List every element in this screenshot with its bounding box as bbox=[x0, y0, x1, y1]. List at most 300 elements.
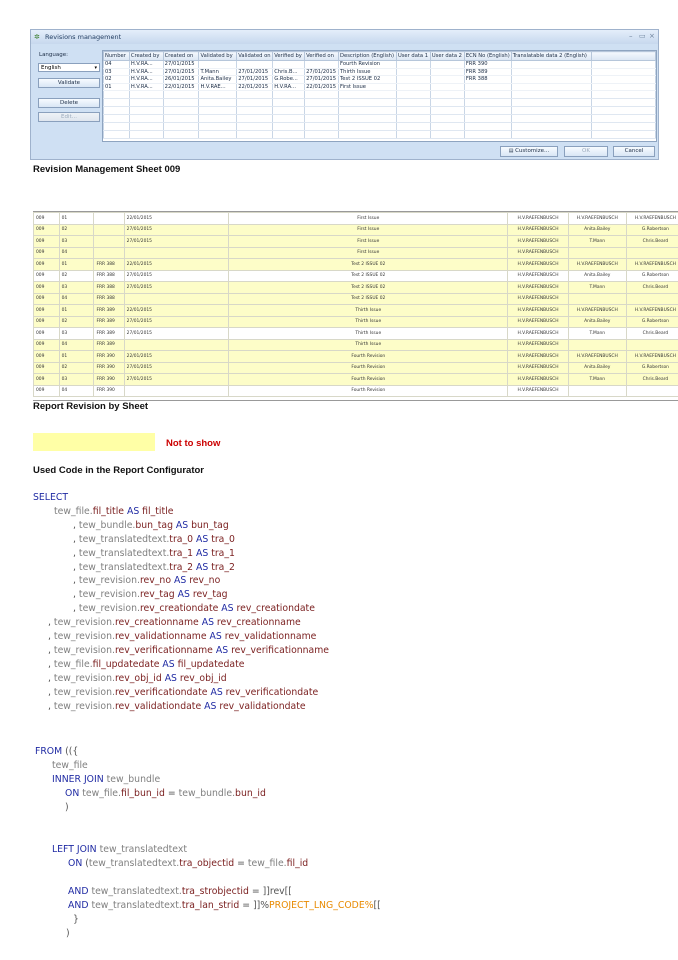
report-cell: FRR 388 bbox=[94, 293, 124, 305]
report-cell: 009 bbox=[34, 282, 60, 294]
grid-empty-cell bbox=[339, 115, 397, 123]
grid-empty-cell bbox=[273, 107, 305, 115]
report-row bbox=[34, 213, 678, 225]
grid-empty-cell bbox=[129, 99, 163, 107]
report-cell: 02 bbox=[59, 224, 94, 236]
grid-header-cell[interactable]: Verified on bbox=[305, 52, 339, 61]
grid-cell: 27/01/2015 bbox=[237, 68, 273, 76]
code-token: AS bbox=[159, 658, 178, 670]
report-cell: 02 bbox=[59, 316, 94, 328]
report-cell: FRR 389 bbox=[94, 305, 124, 317]
report-cell: H.V.RAEFENBUSCH bbox=[626, 213, 678, 225]
code-line bbox=[73, 520, 229, 532]
code-token: SELECT bbox=[33, 492, 68, 503]
code-token: tra_0 bbox=[211, 533, 235, 545]
code-token: rev_verificationdate bbox=[225, 686, 319, 698]
grid-empty-cell bbox=[430, 107, 464, 115]
grid-empty-cell bbox=[464, 123, 511, 131]
code-token: , bbox=[48, 658, 54, 670]
report-cell: H.V.RAEFENBUSCH bbox=[508, 247, 568, 259]
report-cell: 27/01/2015 bbox=[124, 316, 229, 328]
report-cell: H.V.RAEFENBUSCH bbox=[508, 362, 568, 374]
code-line bbox=[52, 844, 187, 856]
edit-button[interactable]: Edit... bbox=[38, 112, 100, 122]
report-cell: H.V.RAEFENBUSCH bbox=[508, 305, 568, 317]
report-cell: Thirth Issue bbox=[229, 339, 508, 351]
code-token: = ]]rev[[ bbox=[248, 886, 292, 897]
code-line bbox=[48, 687, 318, 699]
grid-cell: 27/01/2015 bbox=[305, 76, 339, 84]
app-icon: ✲ bbox=[34, 33, 40, 41]
grid-empty-row bbox=[104, 115, 656, 123]
grid-cell bbox=[396, 68, 430, 76]
grid-empty-cell bbox=[163, 131, 199, 139]
grid-header-cell[interactable]: Number bbox=[104, 52, 130, 61]
grid-empty-cell bbox=[199, 99, 237, 107]
grid-cell bbox=[511, 68, 591, 76]
report-cell bbox=[124, 385, 229, 397]
report-table-area bbox=[33, 211, 678, 401]
not-to-show-label: Not to show bbox=[166, 438, 221, 449]
report-cell: 009 bbox=[34, 385, 60, 397]
ok-button[interactable]: OK bbox=[564, 146, 608, 157]
grid-empty-cell bbox=[199, 123, 237, 131]
code-token: rev_no bbox=[139, 575, 172, 587]
grid-cell: T.Mann bbox=[199, 68, 237, 76]
code-token: ) bbox=[66, 928, 70, 939]
code-line bbox=[68, 858, 308, 870]
grid-header-cell[interactable]: Description (English) bbox=[339, 52, 397, 61]
report-cell bbox=[94, 236, 124, 248]
report-cell: H.V.RAEFENBUSCH bbox=[508, 316, 568, 328]
grid-empty-cell bbox=[129, 123, 163, 131]
report-cell: T.Mann bbox=[568, 236, 626, 248]
report-cell: 009 bbox=[34, 328, 60, 340]
code-token: rev_obj_id bbox=[179, 672, 227, 684]
grid-empty-cell bbox=[339, 91, 397, 99]
code-token: INNER JOIN bbox=[52, 774, 107, 785]
code-line bbox=[48, 673, 227, 685]
caption-report-revision: Report Revision by Sheet bbox=[33, 401, 149, 412]
grid-cell bbox=[430, 76, 464, 84]
report-cell: Fourth Revision bbox=[229, 374, 508, 386]
report-cell: Anita.Bailey bbox=[568, 362, 626, 374]
chevron-down-icon[interactable]: ▾ bbox=[94, 65, 97, 71]
grid-empty-cell bbox=[464, 91, 511, 99]
code-token: ON bbox=[68, 858, 86, 869]
grid-cell: 02 bbox=[104, 76, 130, 84]
grid-empty-cell bbox=[396, 131, 430, 139]
grid-empty-cell bbox=[511, 91, 591, 99]
grid-cell: Test 2 ISSUE 02 bbox=[339, 76, 397, 84]
report-cell: First Issue bbox=[229, 224, 508, 236]
delete-button[interactable]: Delete bbox=[38, 98, 100, 108]
caption-revision-sheet: Revision Management Sheet 009 bbox=[33, 164, 181, 175]
report-cell bbox=[124, 247, 229, 259]
code-token: tew_translatedtext. bbox=[78, 547, 170, 559]
report-cell bbox=[94, 213, 124, 225]
code-token: bun_tag bbox=[191, 519, 229, 531]
grid-cell: 22/01/2015 bbox=[163, 83, 199, 91]
report-cell: 22/01/2015 bbox=[124, 305, 229, 317]
grid-cell: H.V.RA... bbox=[129, 76, 163, 84]
report-cell: Test 2 ISSUE 02 bbox=[229, 270, 508, 282]
report-cell: H.V.RAEFENBUSCH bbox=[626, 351, 678, 363]
report-row bbox=[34, 270, 678, 282]
report-cell: H.V.RAEFENBUSCH bbox=[508, 259, 568, 271]
report-cell: H.V.RAEFENBUSCH bbox=[568, 259, 626, 271]
code-token: , bbox=[73, 547, 79, 559]
grid-empty-cell bbox=[430, 91, 464, 99]
grid-empty-cell bbox=[591, 99, 655, 107]
report-cell: H.V.RAEFENBUSCH bbox=[568, 305, 626, 317]
grid-cell: Anita.Bailey bbox=[199, 76, 237, 84]
window-title: Revisions management bbox=[45, 33, 122, 41]
code-line bbox=[54, 506, 173, 518]
report-cell: Chris.Beard bbox=[626, 282, 678, 294]
grid-cell: 22/01/2015 bbox=[237, 83, 273, 91]
code-token: , bbox=[73, 519, 79, 531]
code-line bbox=[65, 802, 69, 814]
code-token: rev_no bbox=[189, 575, 221, 587]
report-row bbox=[34, 236, 678, 248]
code-token: tew_translatedtext. bbox=[91, 886, 182, 897]
report-cell: FRR 388 bbox=[94, 270, 124, 282]
code-line bbox=[35, 746, 78, 758]
grid-row[interactable] bbox=[104, 61, 656, 69]
code-line bbox=[52, 774, 160, 786]
code-line bbox=[73, 534, 235, 546]
grid-cell-filler bbox=[591, 61, 655, 69]
grid-empty-cell bbox=[104, 123, 130, 131]
code-token: tew_file. bbox=[53, 658, 93, 670]
grid-empty-cell bbox=[104, 107, 130, 115]
window-titlebar bbox=[31, 30, 658, 44]
grid-empty-cell bbox=[273, 91, 305, 99]
code-line bbox=[33, 492, 68, 504]
report-cell bbox=[568, 247, 626, 259]
code-token: , bbox=[73, 533, 79, 545]
code-token: tew_file. bbox=[247, 858, 287, 869]
code-token: tew_translatedtext. bbox=[78, 533, 170, 545]
code-token: AS bbox=[161, 672, 180, 684]
close-icon[interactable]: × bbox=[649, 32, 655, 40]
grid-header-cell[interactable]: User data 1 bbox=[396, 52, 430, 61]
grid-cell-filler bbox=[591, 76, 655, 84]
code-token: fil_updatedate bbox=[177, 658, 245, 670]
minimize-icon[interactable]: – bbox=[629, 32, 633, 40]
report-cell: 009 bbox=[34, 351, 60, 363]
grid-cell-filler bbox=[591, 68, 655, 76]
code-token: tra_2 bbox=[211, 561, 235, 573]
caption-used-code: Used Code in the Report Configurator bbox=[33, 465, 204, 476]
code-token: AS bbox=[207, 686, 226, 698]
grid-header-cell[interactable]: Translatable data 2 (English) bbox=[511, 52, 591, 61]
code-token: rev_tag bbox=[139, 589, 175, 601]
report-cell: G.Robertson bbox=[626, 362, 678, 374]
code-line bbox=[73, 575, 220, 587]
grid-header-filler bbox=[591, 52, 655, 61]
code-line bbox=[73, 562, 235, 574]
report-row bbox=[34, 362, 678, 374]
code-token: [[ bbox=[373, 900, 381, 911]
grid-empty-cell bbox=[163, 99, 199, 107]
code-token: rev_verificationname bbox=[114, 644, 213, 656]
report-cell: H.V.RAEFENBUSCH bbox=[508, 385, 568, 397]
grid-cell: H.V.RA... bbox=[129, 68, 163, 76]
report-cell: FRR 390 bbox=[94, 374, 124, 386]
report-cell: H.V.RAEFENBUSCH bbox=[508, 224, 568, 236]
report-cell: 03 bbox=[59, 236, 94, 248]
code-token: , bbox=[73, 561, 79, 573]
grid-row[interactable] bbox=[104, 83, 656, 91]
code-line bbox=[73, 914, 79, 926]
code-token: tra_objectid bbox=[179, 858, 235, 869]
highlight-swatch bbox=[33, 433, 155, 451]
grid-cell bbox=[511, 61, 591, 69]
code-token: rev_creationname bbox=[114, 617, 199, 629]
revisions-table bbox=[103, 51, 656, 139]
code-token: rev_creationdate bbox=[139, 603, 219, 615]
code-token: tra_lan_strid bbox=[181, 900, 240, 911]
code-token: rev_obj_id bbox=[114, 672, 162, 684]
report-cell bbox=[124, 293, 229, 305]
grid-empty-cell bbox=[339, 107, 397, 115]
report-cell: Fourth Revision bbox=[229, 351, 508, 363]
grid-empty-cell bbox=[305, 91, 339, 99]
grid-header-cell[interactable]: Created on bbox=[163, 52, 199, 61]
grid-cell: 22/01/2015 bbox=[305, 83, 339, 91]
report-cell: H.V.RAEFENBUSCH bbox=[626, 305, 678, 317]
report-cell: 01 bbox=[59, 259, 94, 271]
report-cell: 03 bbox=[59, 282, 94, 294]
report-cell: G.Robertson bbox=[626, 270, 678, 282]
code-token: , bbox=[48, 644, 54, 656]
grid-empty-cell bbox=[129, 107, 163, 115]
report-cell bbox=[626, 339, 678, 351]
grid-header-cell[interactable]: Created by bbox=[129, 52, 163, 61]
grid-empty-cell bbox=[237, 107, 273, 115]
code-token: ON bbox=[65, 788, 83, 799]
code-token: tew_translatedtext. bbox=[78, 561, 170, 573]
code-token: AS bbox=[171, 575, 190, 587]
language-select[interactable] bbox=[38, 63, 100, 72]
report-cell: Chris.Beard bbox=[626, 328, 678, 340]
report-cell: Test 2 ISSUE 02 bbox=[229, 259, 508, 271]
code-token: fil_title bbox=[92, 505, 124, 517]
revisions-grid[interactable] bbox=[102, 50, 657, 142]
grid-row[interactable] bbox=[104, 76, 656, 84]
code-line bbox=[68, 900, 381, 912]
grid-cell bbox=[237, 61, 273, 69]
report-cell: 01 bbox=[59, 213, 94, 225]
code-token: AS bbox=[193, 547, 212, 559]
code-line bbox=[48, 701, 306, 713]
report-cell: 22/01/2015 bbox=[124, 351, 229, 363]
report-row bbox=[34, 282, 678, 294]
report-cell: Anita.Bailey bbox=[568, 316, 626, 328]
report-cell bbox=[626, 247, 678, 259]
grid-empty-cell bbox=[511, 123, 591, 131]
grid-row[interactable] bbox=[104, 68, 656, 76]
code-token: tew_bundle. bbox=[178, 788, 236, 799]
code-token: , bbox=[73, 603, 79, 615]
code-token: FROM bbox=[35, 746, 66, 757]
code-token: tew_file. bbox=[54, 505, 93, 517]
report-cell bbox=[94, 247, 124, 259]
grid-cell: 04 bbox=[104, 61, 130, 69]
grid-empty-cell bbox=[339, 99, 397, 107]
report-cell: FRR 390 bbox=[94, 351, 124, 363]
report-row bbox=[34, 385, 678, 397]
report-cell: H.V.RAEFENBUSCH bbox=[508, 351, 568, 363]
report-cell: 009 bbox=[34, 293, 60, 305]
code-token: tew_translatedtext bbox=[99, 844, 188, 855]
report-cell: T.Mann bbox=[568, 282, 626, 294]
report-cell: 04 bbox=[59, 385, 94, 397]
grid-empty-cell bbox=[305, 123, 339, 131]
maximize-icon[interactable]: ▭ bbox=[639, 32, 646, 40]
grid-empty-cell bbox=[163, 123, 199, 131]
customize-icon: ▤ bbox=[508, 148, 516, 154]
grid-header-cell[interactable]: Verified by bbox=[273, 52, 305, 61]
code-token: AS bbox=[218, 603, 237, 615]
report-cell: 27/01/2015 bbox=[124, 374, 229, 386]
report-cell: H.V.RAEFENBUSCH bbox=[508, 236, 568, 248]
grid-empty-cell bbox=[104, 99, 130, 107]
grid-empty-row bbox=[104, 99, 656, 107]
report-cell: T.Mann bbox=[568, 328, 626, 340]
report-cell: 009 bbox=[34, 374, 60, 386]
code-token: tra_1 bbox=[211, 547, 235, 559]
report-cell: 009 bbox=[34, 213, 60, 225]
grid-empty-cell bbox=[305, 131, 339, 139]
code-line bbox=[48, 659, 244, 671]
code-token: tew_revision. bbox=[53, 644, 115, 656]
report-cell: 009 bbox=[34, 224, 60, 236]
report-row bbox=[34, 374, 678, 386]
report-cell: 009 bbox=[34, 362, 60, 374]
grid-cell bbox=[396, 61, 430, 69]
report-cell: 27/01/2015 bbox=[124, 328, 229, 340]
report-cell: Thirth Issue bbox=[229, 328, 508, 340]
code-token: , bbox=[48, 631, 54, 642]
grid-header-cell[interactable]: Validated on bbox=[237, 52, 273, 61]
grid-empty-cell bbox=[237, 123, 273, 131]
grid-cell: H.V.RAE... bbox=[199, 83, 237, 91]
grid-empty-cell bbox=[199, 91, 237, 99]
report-cell: FRR 389 bbox=[94, 316, 124, 328]
code-token: tew_revision. bbox=[53, 631, 115, 642]
grid-empty-cell bbox=[464, 131, 511, 139]
grid-cell: 01 bbox=[104, 83, 130, 91]
grid-empty-cell bbox=[464, 115, 511, 123]
validate-button[interactable]: Validate bbox=[38, 78, 100, 88]
report-cell: 27/01/2015 bbox=[124, 282, 229, 294]
report-cell: H.V.RAEFENBUSCH bbox=[508, 328, 568, 340]
report-row bbox=[34, 293, 678, 305]
report-cell: 009 bbox=[34, 236, 60, 248]
grid-cell: G.Robe... bbox=[273, 76, 305, 84]
report-cell: 04 bbox=[59, 247, 94, 259]
report-row bbox=[34, 224, 678, 236]
grid-header-cell[interactable]: Validated by bbox=[199, 52, 237, 61]
grid-empty-cell bbox=[396, 99, 430, 107]
code-token: AND bbox=[68, 886, 92, 897]
report-row bbox=[34, 328, 678, 340]
grid-empty-cell bbox=[464, 107, 511, 115]
code-token: bun_tag bbox=[135, 519, 173, 531]
grid-cell: 27/01/2015 bbox=[237, 76, 273, 84]
report-cell bbox=[124, 339, 229, 351]
grid-empty-row bbox=[104, 91, 656, 99]
grid-header-cell[interactable]: User data 2 bbox=[430, 52, 464, 61]
grid-header-cell[interactable]: ECN No (English) bbox=[465, 53, 510, 59]
code-token: tra_0 bbox=[169, 533, 194, 545]
report-cell: 04 bbox=[59, 339, 94, 351]
cancel-button[interactable]: Cancel bbox=[613, 146, 655, 157]
code-token: = ]]% bbox=[239, 900, 270, 911]
grid-cell: Thirth Issue bbox=[339, 68, 397, 76]
code-line bbox=[73, 548, 235, 560]
report-row bbox=[34, 351, 678, 363]
language-label: Language: bbox=[39, 52, 68, 58]
report-cell: FRR 388 bbox=[94, 259, 124, 271]
customize-button[interactable] bbox=[500, 146, 558, 157]
code-token: , bbox=[48, 672, 54, 684]
grid-empty-cell bbox=[591, 123, 655, 131]
code-line bbox=[48, 617, 301, 629]
grid-cell: 27/01/2015 bbox=[163, 61, 199, 69]
code-token: rev_creationname bbox=[216, 617, 301, 629]
report-cell: 009 bbox=[34, 259, 60, 271]
report-cell: H.V.RAEFENBUSCH bbox=[508, 213, 568, 225]
grid-empty-row bbox=[104, 107, 656, 115]
code-token: ( bbox=[85, 858, 89, 869]
grid-empty-cell bbox=[104, 131, 130, 139]
report-cell: 27/01/2015 bbox=[124, 362, 229, 374]
grid-cell: 26/01/2015 bbox=[163, 76, 199, 84]
code-token: tra_1 bbox=[169, 547, 194, 559]
code-token: rev_validationname bbox=[114, 631, 207, 642]
grid-empty-cell bbox=[511, 99, 591, 107]
grid-empty-cell bbox=[129, 131, 163, 139]
code-token: rev_creationdate bbox=[236, 603, 315, 615]
report-row bbox=[34, 259, 678, 271]
grid-cell bbox=[430, 83, 464, 91]
grid-cell bbox=[396, 76, 430, 84]
grid-empty-row bbox=[104, 123, 656, 131]
report-cell: Anita.Bailey bbox=[568, 270, 626, 282]
language-panel bbox=[35, 46, 99, 156]
grid-cell: FRR 389 bbox=[464, 68, 511, 76]
report-cell: Chris.Beard bbox=[626, 374, 678, 386]
grid-empty-cell bbox=[273, 131, 305, 139]
grid-cell bbox=[511, 83, 591, 91]
grid-cell bbox=[199, 61, 237, 69]
code-token: tew_revision. bbox=[78, 589, 140, 601]
report-cell: 01 bbox=[59, 351, 94, 363]
report-cell: Test 2 ISSUE 02 bbox=[229, 282, 508, 294]
grid-empty-cell bbox=[305, 107, 339, 115]
grid-cell: First Issue bbox=[339, 83, 397, 91]
code-token: AS bbox=[193, 533, 212, 545]
code-token: , bbox=[73, 589, 79, 601]
code-token: fil_updatedate bbox=[92, 658, 160, 670]
report-cell: FRR 389 bbox=[94, 339, 124, 351]
grid-empty-cell bbox=[339, 131, 397, 139]
grid-empty-cell bbox=[339, 123, 397, 131]
